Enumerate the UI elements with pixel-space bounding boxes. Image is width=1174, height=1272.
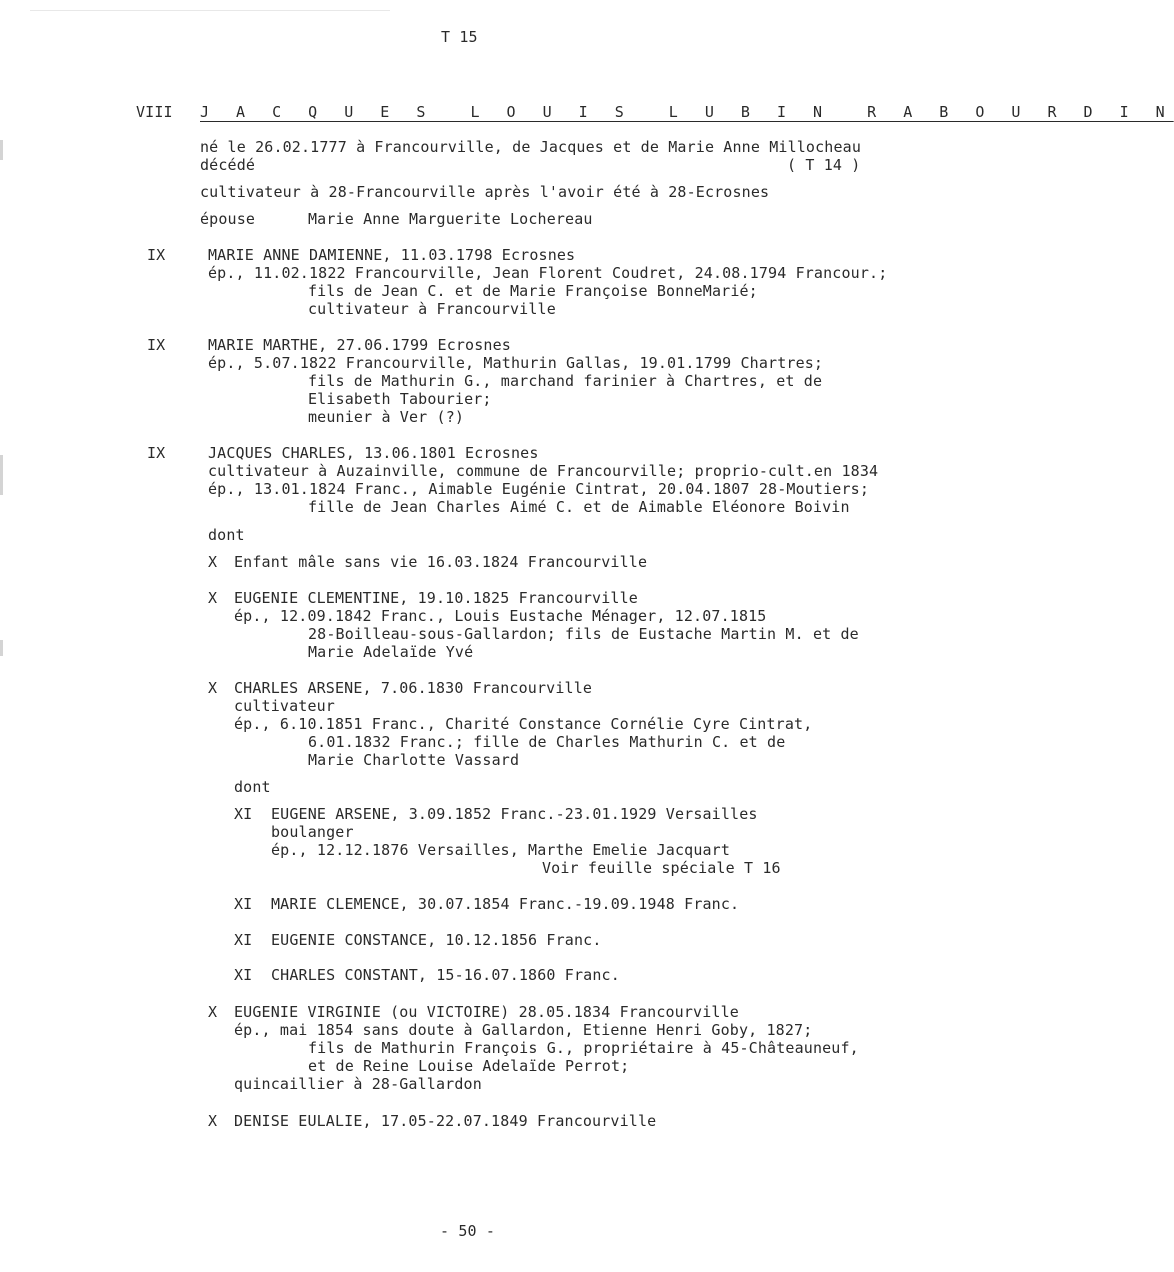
grandchild-spouse-birth: 6.01.1832 Franc.; fille de Charles Mathurin C. et de xyxy=(308,733,786,751)
great-grandchild-name-line: EUGENE ARSENE, 3.09.1852 Franc.-23.01.1929 Versailles xyxy=(271,805,758,823)
child-occupation: meunier à Ver (?) xyxy=(308,408,465,426)
great-grandchild-generation: XI xyxy=(234,895,253,913)
grandchild-generation: X xyxy=(208,679,218,697)
grandchild-occupation: cultivateur xyxy=(234,697,335,715)
grandchild-spouse-parents: 28-Boilleau-sous-Gallardon; fils de Eustache Martin M. et de xyxy=(308,625,859,643)
grandchild-name-line: EUGENIE CLEMENTINE, 19.10.1825 Francourville xyxy=(234,589,638,607)
grandchild-spouse-parents: fils de Mathurin François G., propriétaire à 45-Châteauneuf, xyxy=(308,1039,859,1057)
grandchild-generation: X xyxy=(208,1112,218,1130)
scan-edge-mark xyxy=(0,640,3,656)
sheet-reference: T 15 xyxy=(441,28,478,46)
great-grandchild-generation: XI xyxy=(234,931,253,949)
grandchild-name-line: DENISE EULALIE, 17.05-22.07.1849 Francourville xyxy=(234,1112,657,1130)
scan-edge-mark xyxy=(0,455,3,495)
grandchild-occupation: quincaillier à 28-Gallardon xyxy=(234,1075,482,1093)
grandchild-name-line: CHARLES ARSENE, 7.06.1830 Francourville xyxy=(234,679,593,697)
death-label: décédé xyxy=(200,156,256,174)
great-grandchild-name-line: CHARLES CONSTANT, 15-16.07.1860 Franc. xyxy=(271,966,620,984)
child-generation: IX xyxy=(147,246,166,264)
grandchild-marriage-line: ép., 6.10.1851 Franc., Charité Constance Cornélie Cyre Cintrat, xyxy=(234,715,813,733)
child-spouse-parents: fille de Jean Charles Aimé C. et de Aimable Eléonore Boivin xyxy=(308,498,850,516)
grandchild-name-line: Enfant mâle sans vie 16.03.1824 Francourville xyxy=(234,553,648,571)
birth-line: né le 26.02.1777 à Francourville, de Jacques et de Marie Anne Millocheau xyxy=(200,138,862,156)
grandchild-spouse-parents-cont: Marie Adelaïde Yvé xyxy=(308,643,474,661)
great-grandchild-marriage-line: ép., 12.12.1876 Versailles, Marthe Emelie Jacquart xyxy=(271,841,731,859)
scan-edge-mark xyxy=(0,140,3,160)
child-name-line: MARIE MARTHE, 27.06.1799 Ecrosnes xyxy=(208,336,511,354)
child-marriage-line: ép., 5.07.1822 Francourville, Mathurin Gallas, 19.01.1799 Chartres; xyxy=(208,354,824,372)
page-number: - 50 - xyxy=(440,1222,496,1240)
scan-edge-line xyxy=(30,10,390,11)
spouse-name: Marie Anne Marguerite Lochereau xyxy=(308,210,593,228)
grandchild-generation: X xyxy=(208,553,218,571)
dont-label: dont xyxy=(208,526,245,544)
child-name-line: JACQUES CHARLES, 13.06.1801 Ecrosnes xyxy=(208,444,539,462)
child-occupation: cultivateur à Francourville xyxy=(308,300,556,318)
grandchild-spouse-parents-cont: et de Reine Louise Adelaïde Perrot; xyxy=(308,1057,630,1075)
grandchild-generation: X xyxy=(208,1003,218,1021)
child-marriage-line: ép., 13.01.1824 Franc., Aimable Eugénie Cintrat, 20.04.1807 28-Moutiers; xyxy=(208,480,870,498)
child-spouse-parents-cont: Elisabeth Tabourier; xyxy=(308,390,492,408)
child-spouse-parents: fils de Mathurin G., marchand farinier à Chartres, et de xyxy=(308,372,823,390)
great-grandchild-name-line: MARIE CLEMENCE, 30.07.1854 Franc.-19.09.1948 Franc. xyxy=(271,895,740,913)
great-grandchild-generation: XI xyxy=(234,805,253,823)
great-grandchild-occupation: boulanger xyxy=(271,823,354,841)
dont-label: dont xyxy=(234,778,271,796)
child-marriage-line: ép., 11.02.1822 Francourville, Jean Florent Coudret, 24.08.1794 Francour.; xyxy=(208,264,888,282)
child-name-line: MARIE ANNE DAMIENNE, 11.03.1798 Ecrosnes xyxy=(208,246,576,264)
great-grandchild-name-line: EUGENIE CONSTANCE, 10.12.1856 Franc. xyxy=(271,931,602,949)
parent-sheet-reference: ( T 14 ) xyxy=(787,156,861,174)
grandchild-name-line: EUGENIE VIRGINIE (ou VICTOIRE) 28.05.1834 Francourville xyxy=(234,1003,739,1021)
child-generation: IX xyxy=(147,444,166,462)
great-grandchild-generation: XI xyxy=(234,966,253,984)
see-special-sheet-note: Voir feuille spéciale T 16 xyxy=(542,859,781,877)
grandchild-generation: X xyxy=(208,589,218,607)
occupation-line: cultivateur à 28-Francourville après l'avoir été à 28-Ecrosnes xyxy=(200,183,770,201)
grandchild-marriage-line: ép., 12.09.1842 Franc., Louis Eustache Ménager, 12.07.1815 xyxy=(234,607,767,625)
child-spouse-parents: fils de Jean C. et de Marie Françoise BonneMarié; xyxy=(308,282,758,300)
person-name-title: J A C Q U E S L O U I S L U B I N R A B O U R D I N xyxy=(200,103,1174,121)
child-occupation: cultivateur à Auzainville, commune de Francourville; proprio-cult.en 1834 xyxy=(208,462,879,480)
grandchild-marriage-line: ép., mai 1854 sans doute à Gallardon, Etienne Henri Goby, 1827; xyxy=(234,1021,813,1039)
child-generation: IX xyxy=(147,336,166,354)
generation-label: VIII xyxy=(136,103,173,121)
spouse-label: épouse xyxy=(200,210,256,228)
grandchild-spouse-parents: Marie Charlotte Vassard xyxy=(308,751,520,769)
